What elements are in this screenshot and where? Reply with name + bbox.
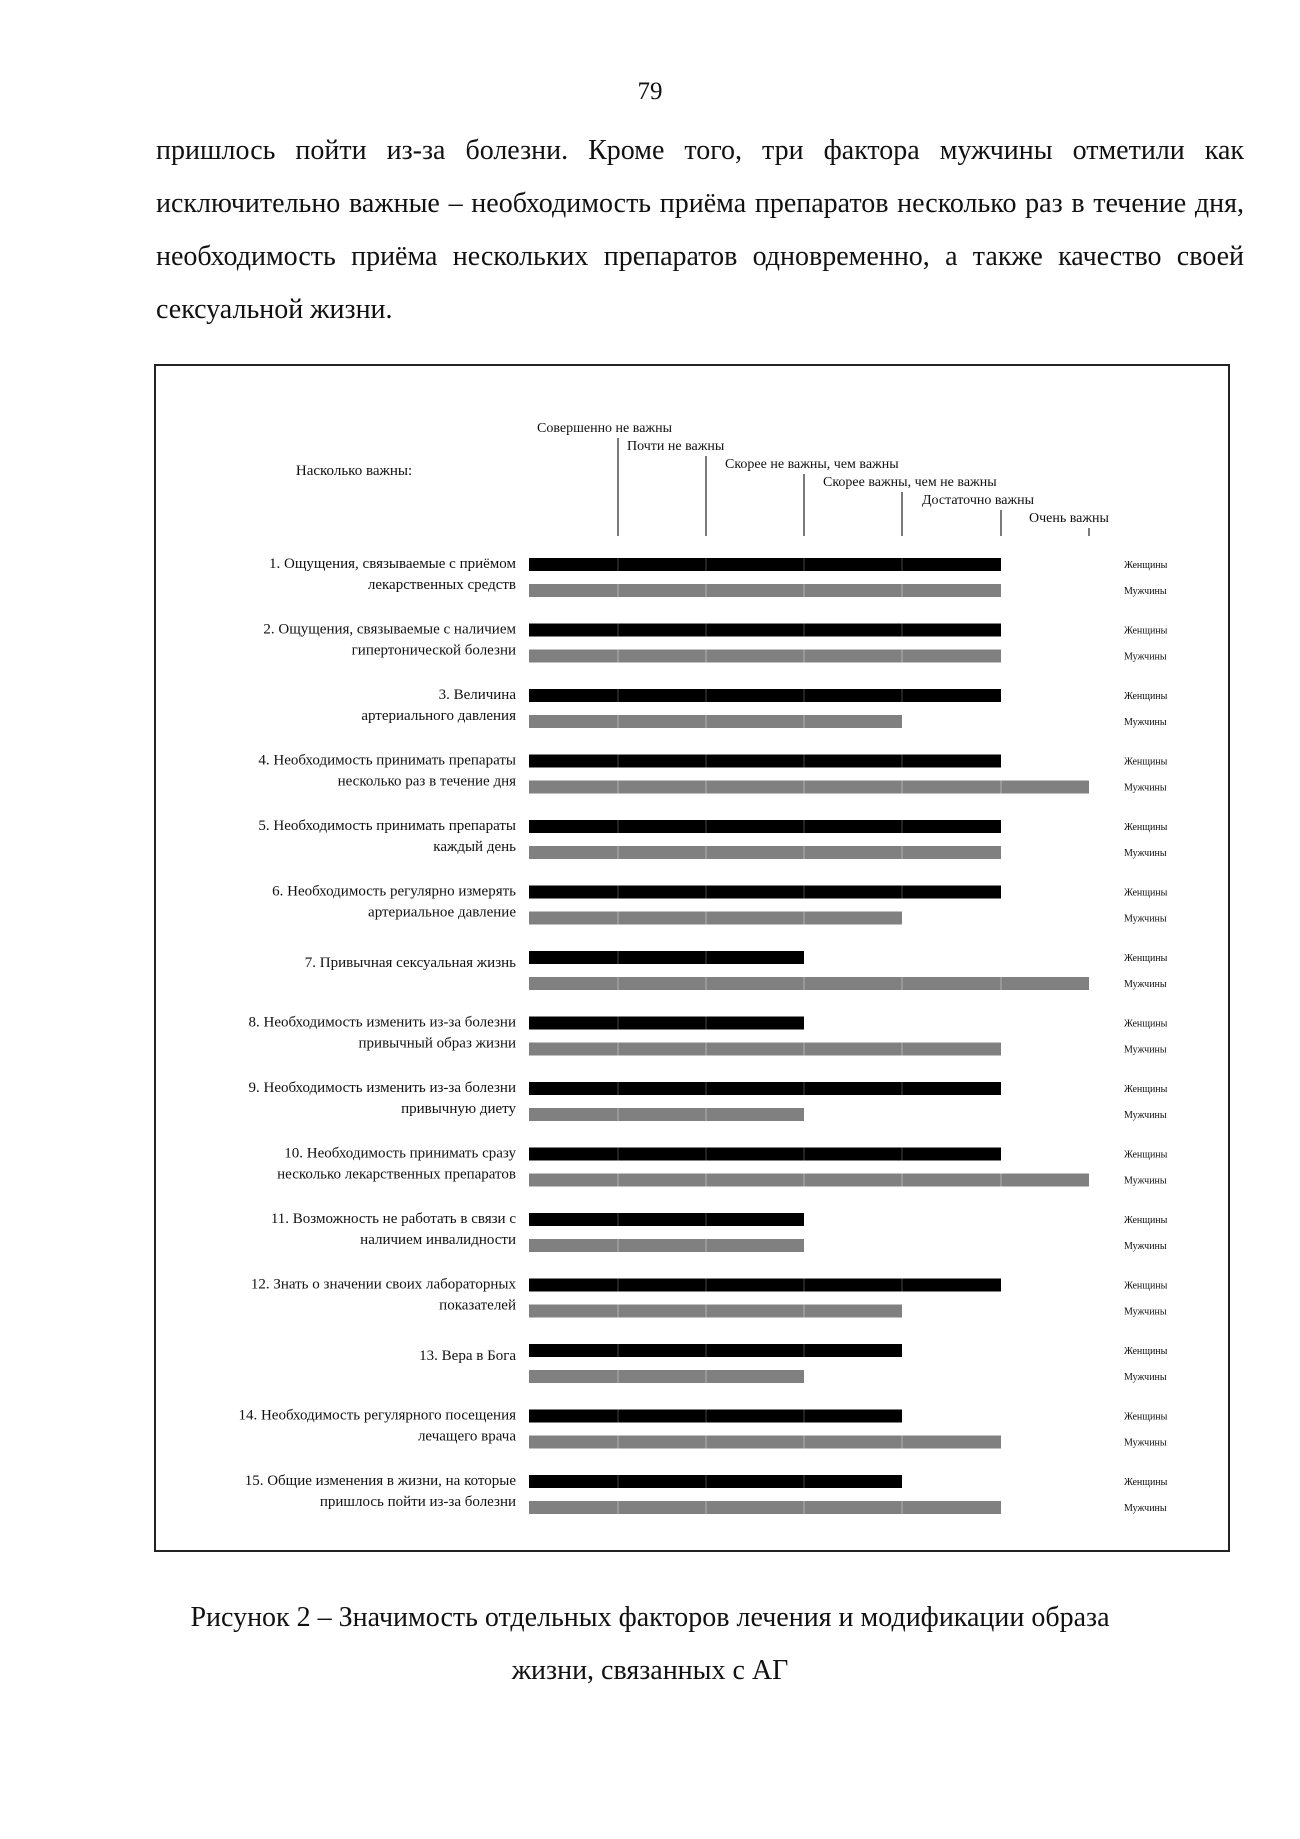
scale-level-label: Совершенно не важны (537, 421, 672, 436)
legend-women: Женщины (1124, 691, 1168, 702)
legend-women: Женщины (1124, 1477, 1168, 1488)
bar-women (529, 1017, 804, 1030)
category-label: лечащего врача (417, 1428, 516, 1445)
category-label: несколько лекарственных препаратов (277, 1166, 516, 1183)
category-label: 13. Вера в Бога (419, 1348, 516, 1364)
category-label: артериального давления (361, 708, 516, 724)
bar-men (529, 650, 1001, 663)
legend-men: Мужчины (1124, 586, 1167, 597)
category-label: наличием инвалидности (360, 1232, 516, 1248)
category-label: 12. Знать о значении своих лабораторных (250, 1276, 516, 1293)
scale-level-label: Скорее важны, чем не важны (823, 475, 997, 490)
legend-men: Мужчины (1124, 848, 1167, 859)
bar-men (529, 715, 902, 728)
category-label: каждый день (433, 839, 516, 855)
bar-women (529, 1148, 1001, 1161)
legend-men: Мужчины (1124, 1110, 1167, 1121)
bar-men (529, 1174, 1089, 1187)
category-label: несколько раз в течение дня (337, 773, 516, 790)
category-label: 11. Возможность не работать в связи с (270, 1211, 516, 1227)
category-label: 9. Необходимость изменить из-за болезни (248, 1080, 516, 1096)
legend-men: Мужчины (1124, 1175, 1167, 1187)
bar-men (529, 1239, 804, 1252)
legend-women: Женщины (1124, 625, 1168, 637)
bar-women (529, 951, 804, 964)
legend-men: Мужчины (1124, 979, 1167, 990)
category-label: пришлось пойти из-за болезни (319, 1494, 516, 1510)
category-label: 2. Ощущения, связываемые с наличием (263, 621, 516, 638)
bar-women (529, 1475, 902, 1488)
legend-women: Женщины (1124, 1018, 1168, 1030)
legend-women: Женщины (1124, 1149, 1168, 1161)
legend-women: Женщины (1124, 953, 1168, 964)
scale-level-label: Почти не важны (627, 439, 725, 454)
bar-women (529, 689, 1001, 702)
category-label: привычную диету (401, 1101, 516, 1117)
bar-men (529, 912, 902, 925)
bar-men (529, 1305, 902, 1318)
category-label: 5. Необходимость принимать препараты (258, 818, 516, 834)
bar-men (529, 1501, 1001, 1514)
category-label: показателей (439, 1297, 516, 1314)
bar-women (529, 1279, 1001, 1292)
legend-women: Женщины (1124, 756, 1168, 768)
legend-men: Мужчины (1124, 1306, 1167, 1318)
figure-frame (154, 364, 1230, 1552)
legend-women: Женщины (1124, 1346, 1168, 1357)
body-paragraph: пришлось пойти из-за болезни. Кроме того, три фактора мужчины отметили как исключительно важные – необходимость приёма препаратов несколько раз в течение дня, необходимость приёма нескольких препаратов одновременно, а также качество своей сексуальной жизни. (156, 135, 1244, 325)
legend-men: Мужчины (1124, 913, 1167, 925)
scale-level-label: Скорее не важны, чем важны (725, 457, 899, 472)
bar-women (529, 886, 1001, 899)
category-label: 14. Необходимость регулярного посещения (238, 1407, 516, 1424)
bar-women (529, 1344, 902, 1357)
category-label: гипертонической болезни (351, 642, 516, 659)
legend-men: Мужчины (1124, 1241, 1167, 1252)
bar-men (529, 1108, 804, 1121)
importance-chart (156, 366, 1228, 1550)
legend-men: Мужчины (1124, 1372, 1167, 1383)
legend-women: Женщины (1124, 560, 1168, 571)
category-label: 8. Необходимость изменить из-за болезни (248, 1014, 516, 1031)
category-label: привычный образ жизни (358, 1035, 516, 1052)
bar-men (529, 846, 1001, 859)
category-label: 15. Общие изменения в жизни, на которые (244, 1473, 516, 1489)
legend-women: Женщины (1124, 1411, 1168, 1423)
bar-men (529, 1043, 1001, 1056)
category-label: 1. Ощущения, связываемые с приёмом (269, 556, 516, 572)
legend-women: Женщины (1124, 1280, 1168, 1292)
legend-men: Мужчины (1124, 782, 1167, 794)
bar-men (529, 977, 1089, 990)
category-label: 6. Необходимость регулярно измерять (272, 883, 516, 900)
category-label: 3. Величина (438, 687, 516, 703)
bar-women (529, 1410, 902, 1423)
legend-women: Женщины (1124, 887, 1168, 899)
bar-women (529, 624, 1001, 637)
category-label: 7. Привычная сексуальная жизнь (304, 955, 516, 971)
bar-women (529, 1213, 804, 1226)
category-label: 10. Необходимость принимать сразу (284, 1145, 516, 1162)
caption-line-1: Рисунок 2 – Значимость отдельных факторов лечения и модификации образа (190, 1602, 1110, 1633)
legend-men: Мужчины (1124, 1437, 1167, 1449)
figure-caption (0, 1591, 1300, 1697)
bar-men (529, 1370, 804, 1383)
bar-women (529, 558, 1001, 571)
bar-men (529, 1436, 1001, 1449)
category-label: лекарственных средств (367, 577, 516, 593)
bar-men (529, 584, 1001, 597)
bar-women (529, 755, 1001, 768)
legend-women: Женщины (1124, 1215, 1168, 1226)
legend-men: Мужчины (1124, 651, 1167, 663)
category-label: артериальное давление (368, 904, 516, 921)
chart-header-label: Насколько важны: (295, 463, 413, 479)
legend-men: Мужчины (1124, 1503, 1167, 1514)
page-number: 79 (637, 78, 663, 105)
caption-line-2: жизни, связанных с АГ (511, 1655, 789, 1686)
legend-women: Женщины (1124, 1084, 1168, 1095)
category-label: 4. Необходимость принимать препараты (258, 752, 516, 769)
legend-men: Мужчины (1124, 717, 1167, 728)
scale-level-label: Очень важны (1029, 511, 1109, 526)
bar-women (529, 820, 1001, 833)
legend-women: Женщины (1124, 822, 1168, 833)
scale-level-label: Достаточно важны (922, 493, 1035, 508)
bar-men (529, 781, 1089, 794)
bar-women (529, 1082, 1001, 1095)
legend-men: Мужчины (1124, 1044, 1167, 1056)
